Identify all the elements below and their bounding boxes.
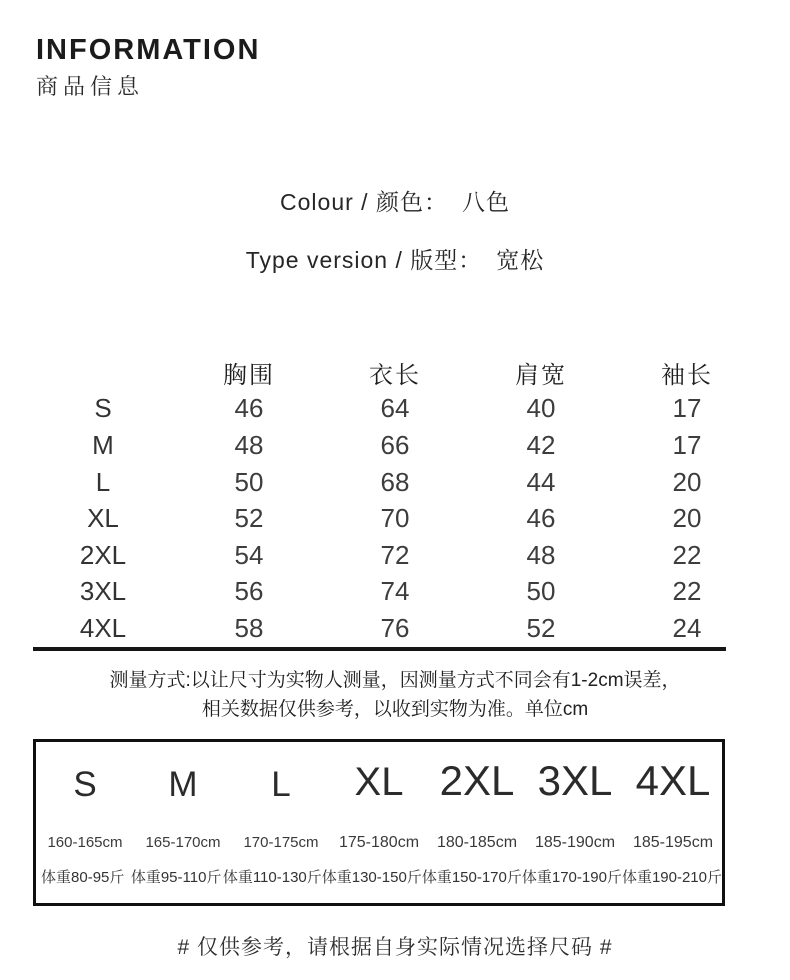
page-header xyxy=(36,36,260,98)
row-label: 4XL xyxy=(79,612,127,643)
row-label: L xyxy=(95,466,111,497)
colour-attribute xyxy=(0,184,790,217)
row-label: M xyxy=(92,429,114,460)
size-guide-size: 2XL xyxy=(439,757,515,804)
table-cell: 52 xyxy=(234,503,264,534)
table-row xyxy=(30,574,760,611)
table-cell: 46 xyxy=(234,393,264,424)
table-cell: 56 xyxy=(234,576,264,607)
table-cell: 22 xyxy=(672,539,702,570)
table-cell: 74 xyxy=(380,576,410,607)
table-row xyxy=(30,537,760,574)
type-label: Type version / 版型： xyxy=(245,247,483,273)
table-header-row xyxy=(30,354,760,391)
size-guide-height: 175-180cm xyxy=(338,834,420,851)
table-cell: 46 xyxy=(526,503,556,534)
table-bottom-rule xyxy=(33,647,726,651)
table-row xyxy=(30,427,760,464)
size-guide-height: 165-170cm xyxy=(145,834,221,851)
size-guide-weight: 体重170-190斤 xyxy=(521,869,622,886)
measurement-note-line2: 相关数据仅供参考，以收到实物为准。单位cm xyxy=(201,699,589,720)
size-guide-heights-row xyxy=(36,834,722,852)
size-guide-height: 185-195cm xyxy=(632,834,714,851)
table-cell: 20 xyxy=(672,503,702,534)
colour-label: Colour / 颜色： xyxy=(280,189,448,215)
table-cell: 44 xyxy=(526,466,556,497)
size-guide-weight: 体重80-95斤 xyxy=(41,869,125,886)
size-guide-size: 4XL xyxy=(635,757,711,804)
page-title: INFORMATION xyxy=(36,34,261,66)
size-guide-height: 180-185cm xyxy=(436,834,518,851)
row-label: S xyxy=(94,393,112,424)
size-guide-size: L xyxy=(271,765,291,804)
size-guide-height: 170-175cm xyxy=(243,834,319,851)
table-cell: 72 xyxy=(380,539,410,570)
table-cell: 68 xyxy=(380,466,410,497)
table-cell: 50 xyxy=(234,466,264,497)
size-guide-height: 185-190cm xyxy=(534,834,616,851)
column-header-sleeve: 袖长 xyxy=(661,361,713,389)
column-header-shoulder: 肩宽 xyxy=(515,361,567,389)
size-guide-weight: 体重95-110斤 xyxy=(130,869,222,886)
size-guide-weight: 体重130-150斤 xyxy=(321,869,422,886)
table-row xyxy=(30,464,760,501)
table-cell: 20 xyxy=(672,466,702,497)
measurement-note xyxy=(0,666,790,724)
size-guide-weight: 体重110-130斤 xyxy=(222,869,322,886)
type-attribute xyxy=(0,242,790,275)
footer-disclaimer: # 仅供参考，请根据自身实际情况选择尺码 # xyxy=(177,936,613,959)
table-cell: 48 xyxy=(526,539,556,570)
column-header-chest: 胸围 xyxy=(223,361,275,389)
table-cell: 76 xyxy=(380,612,410,643)
table-cell: 50 xyxy=(526,576,556,607)
colour-value: 八色 xyxy=(461,189,510,215)
size-guide-sizes-row xyxy=(36,757,722,804)
table-cell: 52 xyxy=(526,612,556,643)
size-guide-weight: 体重190-210斤 xyxy=(621,869,722,886)
size-guide-weights-row xyxy=(36,866,722,887)
table-row xyxy=(30,391,760,428)
size-guide-height: 160-165cm xyxy=(47,834,123,851)
table-cell: 24 xyxy=(672,612,702,643)
table-cell: 48 xyxy=(234,429,264,460)
size-guide-size: XL xyxy=(354,760,404,804)
table-cell: 42 xyxy=(526,429,556,460)
table-cell: 70 xyxy=(380,503,410,534)
table-cell: 40 xyxy=(526,393,556,424)
row-label: XL xyxy=(87,503,119,534)
row-label: 3XL xyxy=(79,576,127,607)
size-guide-size: 3XL xyxy=(537,757,613,804)
table-cell: 54 xyxy=(234,539,264,570)
type-value: 宽松 xyxy=(496,247,545,273)
size-guide-size: S xyxy=(73,765,97,804)
table-cell: 64 xyxy=(380,393,410,424)
size-guide-box xyxy=(33,739,725,906)
table-cell: 58 xyxy=(234,612,264,643)
table-cell: 66 xyxy=(380,429,410,460)
page-subtitle: 商品信息 xyxy=(36,74,145,99)
table-row xyxy=(30,610,760,647)
column-header-length: 衣长 xyxy=(369,361,421,389)
measurement-table xyxy=(30,354,760,647)
size-guide-size: M xyxy=(168,765,198,804)
row-label: 2XL xyxy=(79,539,127,570)
table-cell: 17 xyxy=(672,429,702,460)
table-cell: 17 xyxy=(672,393,702,424)
measurement-note-line1: 测量方式:以让尺寸为实物人测量，因测量方式不同会有1-2cm误差， xyxy=(109,670,681,691)
table-row xyxy=(30,500,760,537)
table-cell: 22 xyxy=(672,576,702,607)
size-guide-weight: 体重150-170斤 xyxy=(421,869,522,886)
